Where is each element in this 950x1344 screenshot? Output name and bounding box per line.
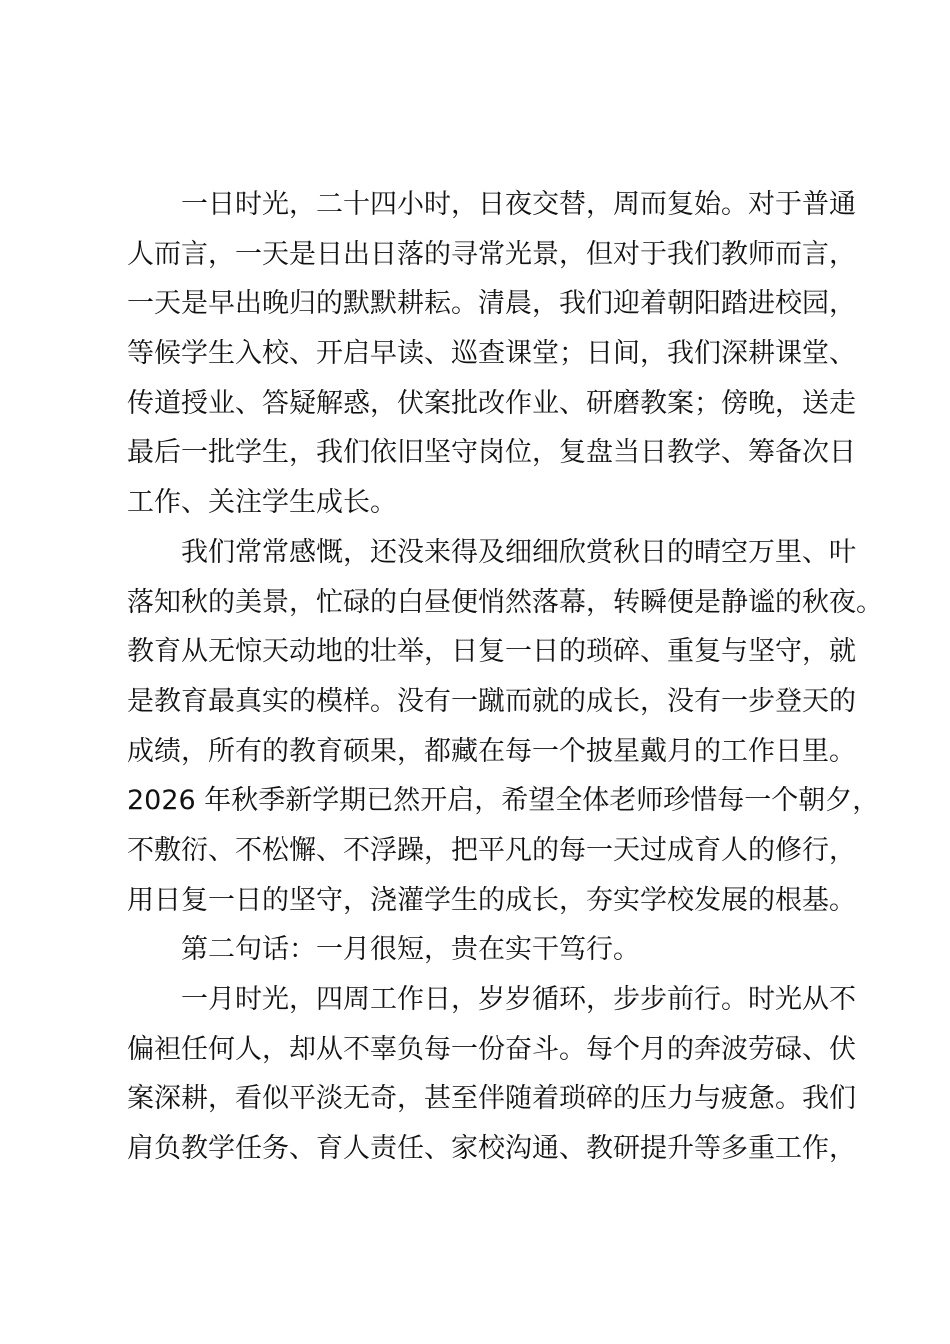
paragraph-line: 肩负教学任务、育人责任、家校沟通、教研提升等多重工作， <box>127 1133 856 1165</box>
paragraph-line: 最后一批学生，我们依旧坚守岗位，复盘当日教学、筹备次日 <box>127 437 856 469</box>
paragraph-line: 一天是早出晚归的默默耕耘。清晨，我们迎着朝阳踏进校园， <box>127 288 856 320</box>
paragraph-line: 偏袒任何人，却从不辜负每一份奋斗。每个月的奔波劳碌、伏 <box>127 1033 856 1065</box>
paragraph-line: 等候学生入校、开启早读、巡查课堂；日间，我们深耕课堂、 <box>127 338 856 370</box>
document-body <box>127 180 883 1174</box>
paragraph-line: 是教育最真实的模样。没有一蹴而就的成长，没有一步登天的 <box>127 685 856 717</box>
paragraph-line: 一日时光，二十四小时，日夜交替，周而复始。对于普通 <box>181 189 856 220</box>
paragraph-line: 落知秋的美景，忙碌的白昼便悄然落幕，转瞬便是静谧的秋夜。 <box>127 586 883 618</box>
paragraph-line: 工作、关注学生成长。 <box>127 487 397 519</box>
paragraph-line: 一月时光，四周工作日，岁岁循环，步步前行。时光从不 <box>181 984 856 1015</box>
paragraph-line: 不敷衍、不松懈、不浮躁，把平凡的每一天过成育人的修行， <box>127 834 856 866</box>
paragraph-line: 我们常常感慨，还没来得及细细欣赏秋日的晴空万里、叶 <box>181 536 856 568</box>
paragraph-line: 教育从无惊天动地的壮举，日复一日的琐碎、重复与坚守，就 <box>127 636 856 668</box>
paragraph-line: 2026 年秋季新学期已然开启，希望全体老师珍惜每一个朝夕， <box>127 785 880 817</box>
paragraph-line: 成绩，所有的教育硕果，都藏在每一个披星戴月的工作日里。 <box>127 735 856 767</box>
section-heading: 第二句话：一月很短，贵在实干笃行。 <box>181 934 640 966</box>
paragraph-line: 人而言，一天是日出日落的寻常光景，但对于我们教师而言， <box>127 238 856 270</box>
paragraph-line: 案深耕，看似平淡无奇，甚至伴随着琐碎的压力与疲惫。我们 <box>127 1083 856 1115</box>
paragraph-line: 用日复一日的坚守，浇灌学生的成长，夯实学校发展的根基。 <box>127 884 856 916</box>
paragraph-line: 传道授业、答疑解惑，伏案批改作业、研磨教案；傍晚，送走 <box>127 387 856 419</box>
